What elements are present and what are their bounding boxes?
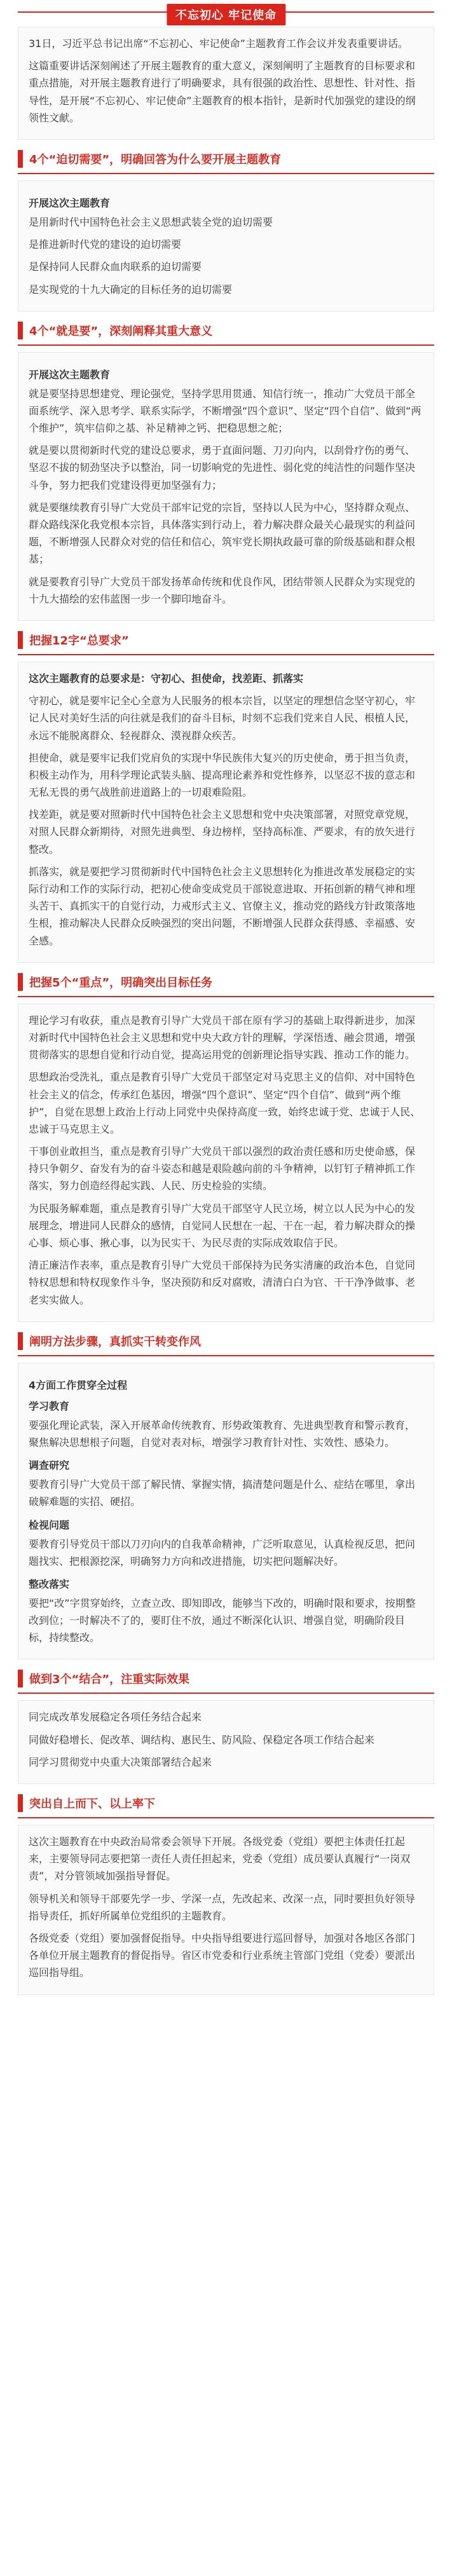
section-header-1: [18, 150, 434, 168]
section-title-6: 做到3个“结合”，注重实际效果: [29, 1673, 190, 1687]
section-card-6: [18, 1700, 434, 1784]
list-item: 同完成改革发展稳定各项任务结合起来: [29, 1711, 202, 1724]
section-divider-5: [18, 1355, 434, 1356]
paragraph: 担使命，就是要牢记我们党肩负的实现中华民族伟大复兴的历史使命，勇于担当负责，积极主动作为，用科学理论武装头脑、提高理论素养和党性修养，以坚忍不拔的意志和无私无畏的勇气战胜前进道路上的一切艰难险阻。: [29, 751, 416, 799]
section-card-7: [18, 1825, 434, 1995]
paragraph: 守初心，就是要牢记全心全意为人民服务的根本宗旨，以坚定的理想信念坚守初心，牢记人民对美好生活的向往就是我们的奋斗目标，时刻不忘我们党来自人民、根植人民，永远不能脱离群众、轻视群众、漠视群众疾苦。: [29, 695, 416, 742]
paragraph: 理论学习有收获，重点是教育引导广大党员干部在原有学习的基础上取得新进步，加深对新时代中国特色社会主义思想和党中央大政方针的理解，学深悟透、融会贯通，增强贯彻落实的思想自觉和行动自觉，提高运用党的创新理论指导实践、推动工作的能力。: [29, 1014, 416, 1061]
list-item: 同学习贯彻党中央重大决策部署结合起来: [29, 1755, 212, 1768]
section-card-1: [18, 181, 434, 311]
list-item: 是推进新时代党的建设的迫切需要: [29, 238, 182, 251]
section-header-5: [18, 1332, 434, 1350]
section-divider-7: [18, 1817, 434, 1818]
block-head: 整改落实: [29, 1578, 70, 1590]
paragraph: 就是要坚持思想建党、理论强党，坚持学思用贯通、知信行统一，推动广大党员干部全面系统学、深入思考学、联系实际学，不断增强“四个意识”、坚定“四个自信”、做到“两个维护”，筑牢信仰之基、补足精神之钙、把稳思想之舵；: [29, 387, 421, 435]
section-title-2: 4个“就是要”，深刻阐释其重大意义: [29, 324, 213, 338]
intro-card: [18, 27, 434, 140]
section-divider-2: [18, 344, 434, 346]
section-divider-3: [18, 654, 434, 655]
paragraph: 为民服务解难题，重点是教育引导广大党员干部坚守人民立场，树立以人民为中心的发展理念，增进同人民群众的感情，自觉同人民想在一起、干在一起，着力解决群众的操心事、烦心事、揪心事，以为民实干、为民尽责的实际成效取信于民。: [29, 1202, 416, 1249]
hero-banner: [18, 0, 434, 27]
section-title-4: 把握5个“重点”，明确突出目标任务: [29, 976, 213, 990]
section-card-4: [18, 1004, 434, 1322]
paragraph: 清正廉洁作表率，重点是教育引导广大党员干部保持为民务实清廉的政治本色，自觉同特权思想和特权现象作斗争，坚决预防和反对腐败，清清白白为官、干干净净做事、老老实实做人。: [29, 1259, 416, 1306]
paragraph: 思想政治受洗礼，重点是教育引导广大党员干部坚定对马克思主义的信仰、对中国特色社会主义的信念，传承红色基因，增强“四个意识”、坚定“四个自信”、做到“两个维护”，自觉在思想上政治上行动上同党中央保持高度一致，始终忠诚于党、忠诚于人民、忠诚于马克思主义。: [29, 1071, 421, 1135]
section-title-3: 把握12字“总要求”: [29, 634, 129, 648]
paragraph: 找差距，就是要对照新时代中国特色社会主义思想和党中央决策部署，对照党章党规，对照人民群众新期待，对照先进典型、身边榜样，坚持高标准、严要求，有的放矢进行整改。: [29, 808, 416, 855]
section-header-2: [18, 322, 434, 339]
block-head: 学习教育: [29, 1400, 70, 1412]
list-item: 是实现党的十九大确定的目标任务的迫切需要: [29, 283, 233, 296]
block-body: 要强化理论武装，深入开展革命传统教育、形势政策教育、先进典型教育和警示教育，聚焦解决思想根子问题，自觉对表对标，增强学习教育针对性、实效性、感染力。: [29, 1419, 416, 1448]
section-title-7: 突出自上而下、以上率下: [29, 1797, 155, 1811]
section-bar-6: [18, 1670, 23, 1687]
section-header-6: [18, 1670, 434, 1687]
section-bar-2: [18, 322, 23, 339]
section-title-1: 4个“迫切需要”，明确回答为什么要开展主题教育: [29, 153, 282, 167]
section-bar-7: [18, 1794, 23, 1812]
section-bar-1: [18, 150, 23, 168]
section-divider-4: [18, 996, 434, 997]
section-divider-6: [18, 1693, 434, 1694]
section-bar-5: [18, 1332, 23, 1350]
list-item: 同做好稳增长、促改革、调结构、惠民生、防风险、保稳定各项工作结合起来: [29, 1733, 375, 1746]
section-card-5: [18, 1363, 434, 1660]
list-item: 是保持同人民群众血肉联系的迫切需要: [29, 261, 202, 273]
paragraph: 这次主题教育在中央政治局常委会领导下开展。各级党委（党组）要把主体责任扛起来，主要领导同志要把第一责任人责任担起来，党委（党组）成员要认真履行“一岗双责”，对分管领域加强指导督促。: [29, 1836, 411, 1883]
section-subtitle-1: 开展这次主题教育: [29, 196, 111, 209]
section-card-3: [18, 662, 434, 963]
paragraph: 就是要以贯彻新时代党的建设总要求，勇于直面问题、刀刃向内，以刮骨疗伤的勇气、坚忍不拔的韧劲坚决予以整治，同一切影响党的先进性、弱化党的纯洁性的问题作坚决斗争，努力把我们党建设得更加坚强有力；: [29, 444, 416, 491]
paragraph: 抓落实，就是要把学习贯彻新时代中国特色社会主义思想转化为推进改革发展稳定的实际行动和工作的实际行动，把初心使命变成党员干部锐意进取、开拓创新的精气神和埋头苦干、真抓实干的自觉行动，力戒形式主义、官僚主义，推动党的路线方针政策落地生根，推动解决人民群众反映强烈的突出问题，不断增强人民群众获得感、幸福感、安全感。: [29, 865, 416, 947]
intro-paragraph-1: 31日，习近平总书记出席“不忘初心、牢记使命”主题教育工作会议并发表重要讲话。: [29, 37, 408, 50]
section-divider-1: [18, 173, 434, 174]
section-intro-3: 这次主题教育的总要求是：守初心、担使命，找差距、抓落实: [29, 672, 304, 685]
block-body: 要教育引导党员干部以刀刃向内的自我革命精神，广泛听取意见，认真检视反思，把问题找实、把根源挖深，明确努力方向和改进措施，切实把问题解决好。: [29, 1537, 416, 1567]
block-body: 要教育引导广大党员干部了解民情、掌握实情，搞清楚问题是什么、症结在哪里，拿出破解难题的实招、硬招。: [29, 1478, 416, 1508]
block-head: 调查研究: [29, 1459, 70, 1472]
paragraph: 领导机关和领导干部要先学一步、学深一点，先改起来、改深一点，同时要担负好领导指导责任，抓好所属单位党组织的主题教育。: [29, 1892, 416, 1922]
section-card-2: [18, 352, 434, 621]
paragraph: 就是要继续教育引导广大党员干部牢记党的宗旨，坚持以人民为中心，坚持群众观点、群众路线深化我党根本宗旨，具体落实到行动上，着力解决群众最关心最现实的利益问题，不断增强人民群众对党的信任和信心，筑牢党长期执政最可靠的阶级基础和群众根基；: [29, 501, 416, 566]
section-title-5: 阐明方法步骤，真抓实干转变作风: [29, 1335, 201, 1349]
section-subtitle-5: 4方面工作贯穿全过程: [29, 1379, 128, 1391]
paragraph: 干事创业敢担当，重点是教育引导广大党员干部以强烈的政治责任感和历史使命感，保持只争朝夕、奋发有为的奋斗姿态和越是艰险越向前的斗争精神，以钉钉子精神抓工作落实，努力创造经得起实践、人民、历史检验的实绩。: [29, 1145, 416, 1192]
intro-paragraph-2: 这篇重要讲话深刻阐述了开展主题教育的重大意义，深刻阐明了主题教育的目标要求和重点措施，对开展主题教育进行了明确要求，具有很强的政治性、思想性、针对性、指导性，是开展“不忘初心、牢记使命”主题教育的根本指针，是新时代加强党的建设的纲领性文献。: [29, 60, 416, 124]
list-item: 是用新时代中国特色社会主义思想武装全党的迫切需要: [29, 215, 273, 228]
section-header-7: [18, 1794, 434, 1812]
section-header-4: [18, 973, 434, 991]
section-subtitle-2: 开展这次主题教育: [29, 368, 111, 381]
section-bar-4: [18, 973, 23, 991]
paragraph: 就是要教育引导广大党员干部发扬革命传统和优良作风，团结带领人民群众为实现党的十九大描绘的宏伟蓝图一步一个脚印地奋斗。: [29, 575, 416, 605]
block-head: 检视问题: [29, 1518, 70, 1531]
paragraph: 各级党委（党组）要加强督促指导。中央指导组要进行巡回督导，加强对各地区各部门各单位开展主题教育的督促指导。省区市党委和行业系统主管部门党组（党委）要派出巡回指导组。: [29, 1932, 416, 1979]
section-bar-3: [18, 631, 23, 649]
hero-title: 不忘初心 牢记使命: [167, 4, 285, 25]
section-header-3: [18, 631, 434, 649]
block-body: 要把“改”字贯穿始终，立查立改、即知即改，能够当下改的，明确时限和要求，按期整改到位；一时解决不了的，要盯住不放，通过不断深化认识、增强自觉，明确阶段目标，持续整改。: [29, 1597, 416, 1644]
